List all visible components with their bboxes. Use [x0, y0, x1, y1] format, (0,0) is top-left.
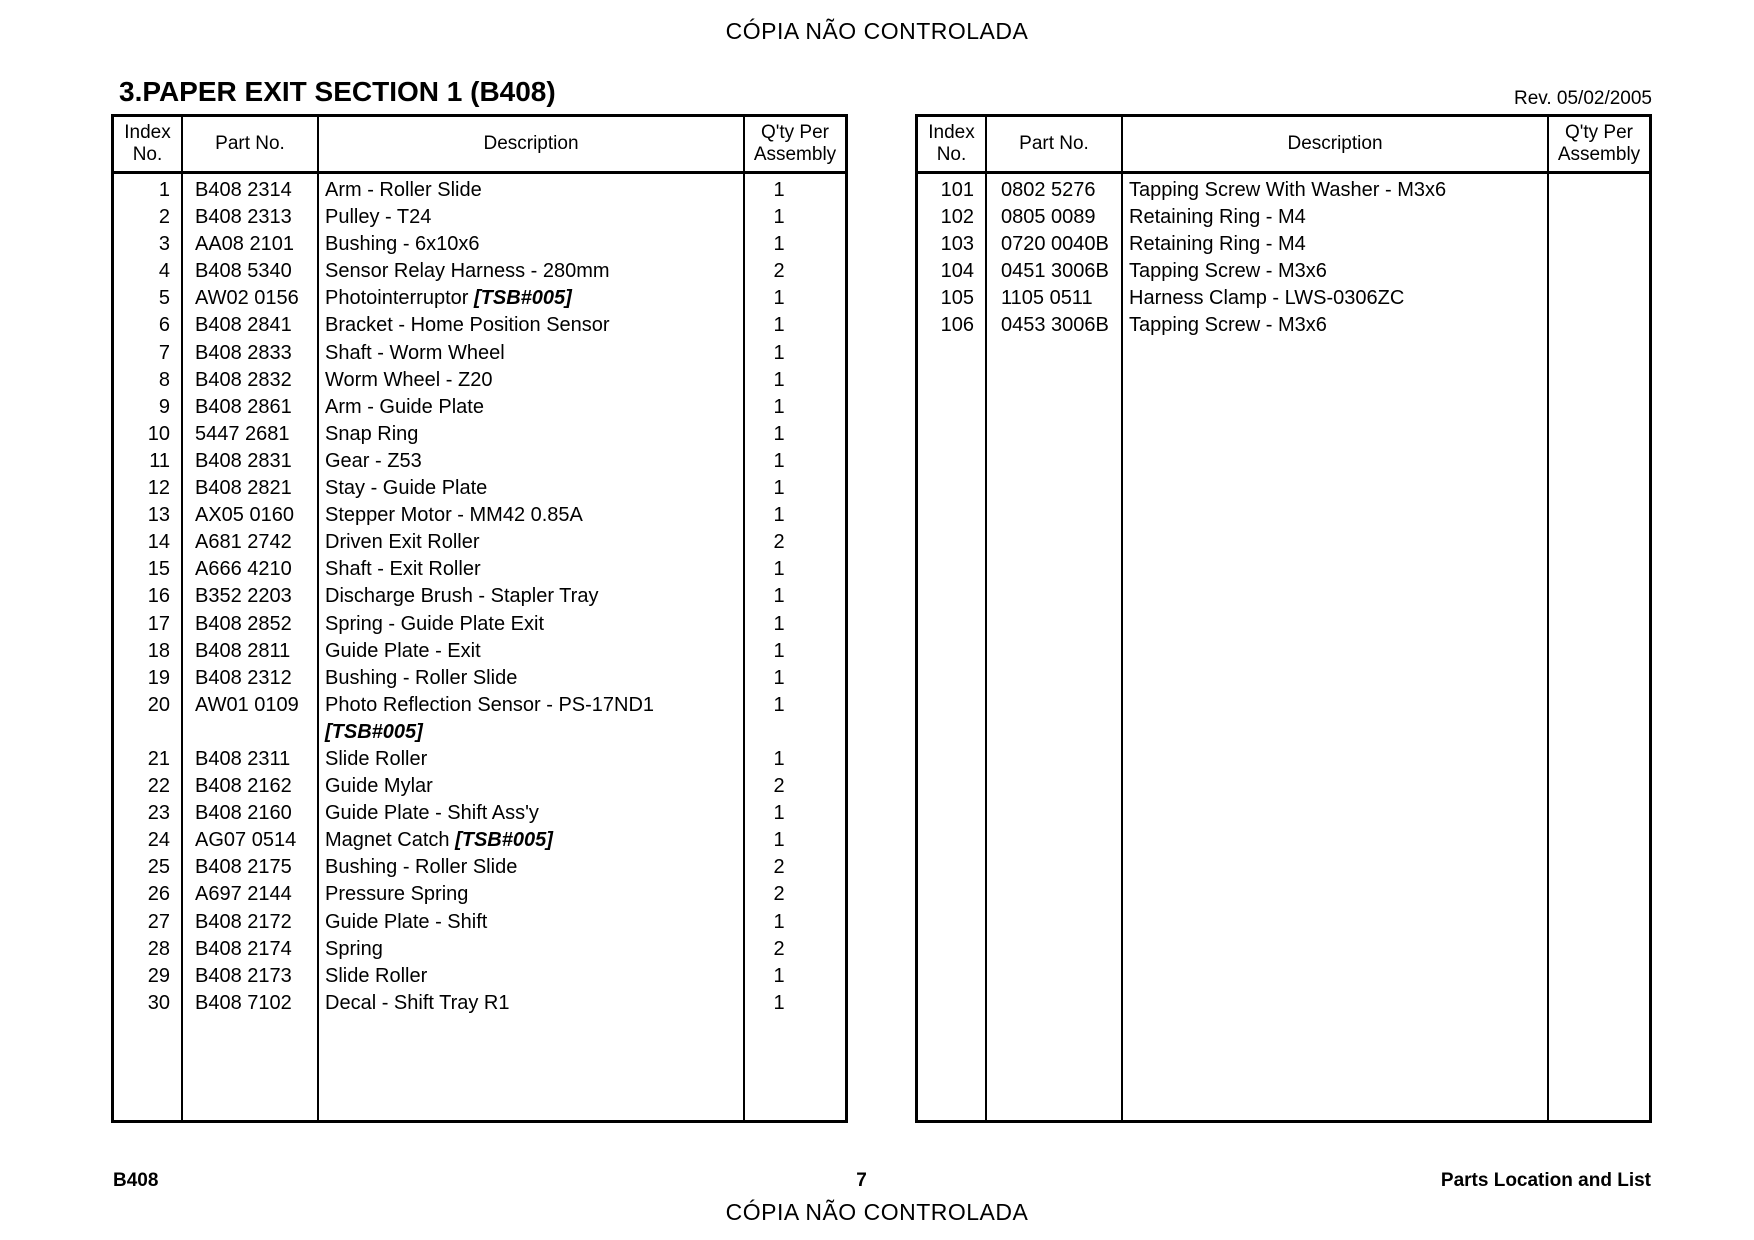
- row-index: 4: [158, 260, 170, 283]
- row-part-no: B408 2162: [195, 775, 292, 798]
- row-part-no: AW02 0156: [195, 287, 299, 310]
- row-description: Tapping Screw - M3x6: [1129, 260, 1327, 283]
- page-number: 7: [856, 1170, 867, 1191]
- row-qty: 1: [773, 802, 785, 825]
- row-description: Harness Clamp - LWS-0306ZC: [1129, 287, 1405, 310]
- row-index: 27: [147, 910, 170, 933]
- row-part-no: B408 7102: [195, 991, 292, 1014]
- table-row: [114, 990, 845, 1017]
- row-qty: 2: [773, 856, 785, 879]
- table-row: [114, 529, 845, 556]
- table-row: [114, 367, 845, 394]
- row-part-no: 0720 0040B: [1001, 233, 1109, 256]
- row-index: 29: [147, 964, 170, 987]
- table-row: [114, 963, 845, 990]
- table-row: [114, 692, 845, 719]
- row-part-no: B408 2173: [195, 964, 292, 987]
- row-part-no: B408 2821: [195, 477, 292, 500]
- table-row: [114, 611, 845, 638]
- table-row: [114, 638, 845, 665]
- table-row: [114, 773, 845, 800]
- row-index: 15: [147, 558, 170, 581]
- watermark-bottom: CÓPIA NÃO CONTROLADA: [725, 1199, 1029, 1225]
- row-index: 28: [147, 937, 170, 960]
- row-index: 2: [158, 206, 170, 229]
- table-row: [114, 881, 845, 908]
- header-qty: Q'ty Per Assembly: [1557, 122, 1641, 165]
- table-row: [918, 285, 1649, 312]
- row-description: Bushing - Roller Slide: [325, 666, 518, 689]
- parts-table-left: [111, 114, 848, 1123]
- table-row: [114, 421, 845, 448]
- row-description: Driven Exit Roller: [325, 531, 480, 554]
- row-part-no: B408 5340: [195, 260, 292, 283]
- table-row: [114, 800, 845, 827]
- row-description: Arm - Guide Plate: [325, 395, 484, 418]
- table-row: [114, 854, 845, 881]
- row-index: 11: [149, 449, 170, 472]
- row-part-no: B408 2811: [195, 639, 291, 662]
- row-description: Shaft - Exit Roller: [325, 558, 481, 581]
- row-index: 102: [940, 206, 974, 229]
- row-qty: 1: [773, 314, 785, 337]
- table-row: [114, 394, 845, 421]
- table-row: [114, 312, 845, 339]
- row-description: Retaining Ring - M4: [1129, 233, 1306, 256]
- row-description: Stay - Guide Plate: [325, 477, 488, 500]
- header-qty: Q'ty Per Assembly: [753, 122, 837, 165]
- table-header: [918, 117, 1649, 174]
- header-part-no: Part No.: [1019, 133, 1089, 154]
- row-index: 104: [940, 260, 974, 283]
- row-description: Guide Mylar: [325, 775, 433, 798]
- table-row: [114, 665, 845, 692]
- row-qty: 1: [773, 504, 785, 527]
- row-description: Pressure Spring: [325, 883, 469, 906]
- row-part-no: 0802 5276: [1001, 179, 1096, 201]
- row-index: 14: [147, 531, 170, 554]
- row-index: 10: [147, 422, 170, 445]
- row-index: 18: [147, 639, 170, 662]
- row-qty: 2: [773, 775, 785, 798]
- table-row: [918, 204, 1649, 231]
- row-description: Bracket - Home Position Sensor: [325, 314, 610, 337]
- row-qty: 1: [773, 179, 785, 201]
- table-row: [918, 177, 1649, 204]
- table-row: [114, 448, 845, 475]
- table-row: [918, 258, 1649, 285]
- row-qty: 1: [773, 206, 785, 229]
- row-description: Decal - Shift Tray R1: [325, 991, 510, 1014]
- row-qty: 1: [773, 747, 785, 770]
- row-index: 17: [147, 612, 170, 635]
- row-part-no: B408 2174: [195, 937, 292, 960]
- row-index: 19: [147, 666, 170, 689]
- row-part-no: 0805 0089: [1001, 206, 1096, 229]
- row-description: Retaining Ring - M4: [1129, 206, 1306, 229]
- row-index: 22: [147, 775, 170, 798]
- revision-date: Rev. 05/02/2005: [1513, 88, 1652, 109]
- row-index: 106: [940, 314, 974, 337]
- row-qty: 2: [773, 883, 785, 906]
- row-index: 105: [940, 287, 974, 310]
- row-qty: 1: [773, 477, 785, 500]
- row-description: Guide Plate - Shift Ass'y: [325, 802, 539, 825]
- row-description: Tapping Screw With Washer - M3x6: [1129, 179, 1447, 201]
- table-row: [918, 231, 1649, 258]
- row-index: 16: [147, 585, 170, 608]
- row-description: Guide Plate - Exit: [325, 639, 481, 662]
- row-part-no: B408 2861: [195, 395, 292, 418]
- row-qty: 1: [773, 395, 785, 418]
- table-row: [114, 556, 845, 583]
- tsb-reference: [TSB#005]: [455, 829, 553, 852]
- row-qty: 1: [773, 585, 785, 608]
- row-part-no: B408 2311: [195, 747, 291, 770]
- row-qty: 1: [773, 991, 785, 1014]
- table-row: [114, 502, 845, 529]
- parts-table-right: [915, 114, 1652, 1123]
- row-index: 13: [147, 504, 170, 527]
- row-description: Shaft - Worm Wheel: [325, 341, 505, 364]
- header-index: Index No.: [928, 122, 975, 165]
- table-header: [114, 117, 845, 174]
- table-row: [114, 475, 845, 502]
- row-description: [325, 719, 423, 746]
- footer-section: Parts Location and List: [1440, 1170, 1651, 1191]
- row-description: Photointerruptor [TSB#005]: [325, 287, 572, 310]
- row-index: 1: [158, 179, 170, 201]
- row-index: 5: [158, 287, 170, 310]
- row-description: Magnet Catch [TSB#005]: [325, 829, 553, 852]
- row-qty: 1: [773, 639, 785, 662]
- row-description: Gear - Z53: [325, 449, 422, 472]
- row-index: 7: [158, 341, 170, 364]
- table-row: [114, 204, 845, 231]
- row-description: Photo Reflection Sensor - PS-17ND1: [325, 693, 655, 716]
- row-qty: 2: [773, 531, 785, 554]
- row-part-no: 0453 3006B: [1001, 314, 1109, 337]
- row-part-no: 0451 3006B: [1001, 260, 1109, 283]
- row-part-no: B408 2175: [195, 856, 292, 879]
- row-index: 12: [147, 477, 170, 500]
- row-qty: 1: [773, 612, 785, 635]
- header-part-no: Part No.: [215, 133, 285, 154]
- table-row: [114, 719, 845, 746]
- row-part-no: A681 2742: [195, 531, 292, 554]
- page-title: 3.PAPER EXIT SECTION 1 (B408): [119, 76, 556, 107]
- row-part-no: B408 2831: [195, 449, 292, 472]
- table-body: [114, 177, 845, 1017]
- row-part-no: 5447 2681: [195, 422, 290, 445]
- table-row: [114, 936, 845, 963]
- row-description: Slide Roller: [325, 747, 428, 770]
- row-description: Slide Roller: [325, 964, 428, 987]
- table-row: [114, 258, 845, 285]
- watermark-top: CÓPIA NÃO CONTROLADA: [725, 18, 1029, 44]
- row-part-no: B408 2172: [195, 910, 292, 933]
- row-qty: 1: [773, 233, 785, 256]
- row-description: Tapping Screw - M3x6: [1129, 314, 1327, 337]
- row-description: Guide Plate - Shift: [325, 910, 488, 933]
- row-part-no: A697 2144: [195, 883, 292, 906]
- row-index: 30: [147, 991, 170, 1014]
- table-row: [114, 340, 845, 367]
- row-index: 26: [147, 883, 170, 906]
- row-part-no: B408 2841: [195, 314, 292, 337]
- row-description: Bushing - 6x10x6: [325, 233, 480, 256]
- row-qty: 1: [773, 910, 785, 933]
- row-part-no: A666 4210: [195, 558, 292, 581]
- row-part-no: AX05 0160: [195, 504, 294, 527]
- row-qty: 1: [773, 449, 785, 472]
- table-row: [114, 909, 845, 936]
- row-part-no: B408 2852: [195, 612, 292, 635]
- row-qty: 1: [773, 558, 785, 581]
- row-description: Worm Wheel - Z20: [325, 368, 493, 391]
- header-description: Description: [1287, 133, 1383, 154]
- row-index: 24: [147, 829, 170, 852]
- row-index: 21: [147, 747, 170, 770]
- row-qty: 1: [773, 368, 785, 391]
- row-part-no: 1105 0511: [1001, 287, 1093, 310]
- row-description: Pulley - T24: [325, 206, 432, 229]
- row-part-no: B408 2312: [195, 666, 292, 689]
- row-qty: 2: [773, 937, 785, 960]
- row-part-no: B408 2832: [195, 368, 292, 391]
- row-qty: 1: [773, 666, 785, 689]
- row-part-no: B408 2160: [195, 802, 292, 825]
- row-part-no: B408 2314: [195, 179, 292, 201]
- row-description: Snap Ring: [325, 422, 419, 445]
- row-description: Spring: [325, 937, 383, 960]
- row-index: 23: [147, 802, 170, 825]
- row-qty: 2: [773, 260, 785, 283]
- table-body: [918, 177, 1649, 340]
- row-index: 9: [158, 395, 170, 418]
- row-index: 103: [940, 233, 974, 256]
- row-qty: 1: [773, 341, 785, 364]
- row-description: Bushing - Roller Slide: [325, 856, 518, 879]
- row-part-no: AG07 0514: [195, 829, 297, 852]
- tsb-reference: [TSB#005]: [325, 720, 423, 743]
- row-index: 20: [147, 693, 170, 716]
- row-description: Arm - Roller Slide: [325, 179, 482, 201]
- row-description: Stepper Motor - MM42 0.85A: [325, 504, 583, 527]
- footer-model: B408: [113, 1170, 159, 1191]
- row-description: Sensor Relay Harness - 280mm: [325, 260, 610, 283]
- table-row: [918, 312, 1649, 339]
- tsb-reference: [TSB#005]: [473, 287, 572, 310]
- row-qty: 1: [773, 693, 785, 716]
- row-qty: 1: [773, 829, 785, 852]
- row-part-no: AW01 0109: [195, 693, 299, 716]
- row-index: 6: [158, 314, 170, 337]
- table-row: [114, 827, 845, 854]
- row-description: Spring - Guide Plate Exit: [325, 612, 544, 635]
- header-index: Index No.: [124, 122, 171, 165]
- table-row: [114, 583, 845, 610]
- row-index: 25: [147, 856, 170, 879]
- row-qty: 1: [773, 964, 785, 987]
- row-part-no: AA08 2101: [195, 233, 294, 256]
- row-part-no: B408 2313: [195, 206, 292, 229]
- table-row: [114, 177, 845, 204]
- row-index: 8: [158, 368, 170, 391]
- table-row: [114, 285, 845, 312]
- row-index: 3: [158, 233, 170, 256]
- row-part-no: B352 2203: [195, 585, 292, 608]
- row-description: Discharge Brush - Stapler Tray: [325, 585, 599, 608]
- header-description: Description: [483, 133, 579, 154]
- table-row: [114, 231, 845, 258]
- row-index: 101: [940, 179, 974, 201]
- row-qty: 1: [773, 287, 785, 310]
- row-qty: 1: [773, 422, 785, 445]
- row-part-no: B408 2833: [195, 341, 292, 364]
- table-row: [114, 746, 845, 773]
